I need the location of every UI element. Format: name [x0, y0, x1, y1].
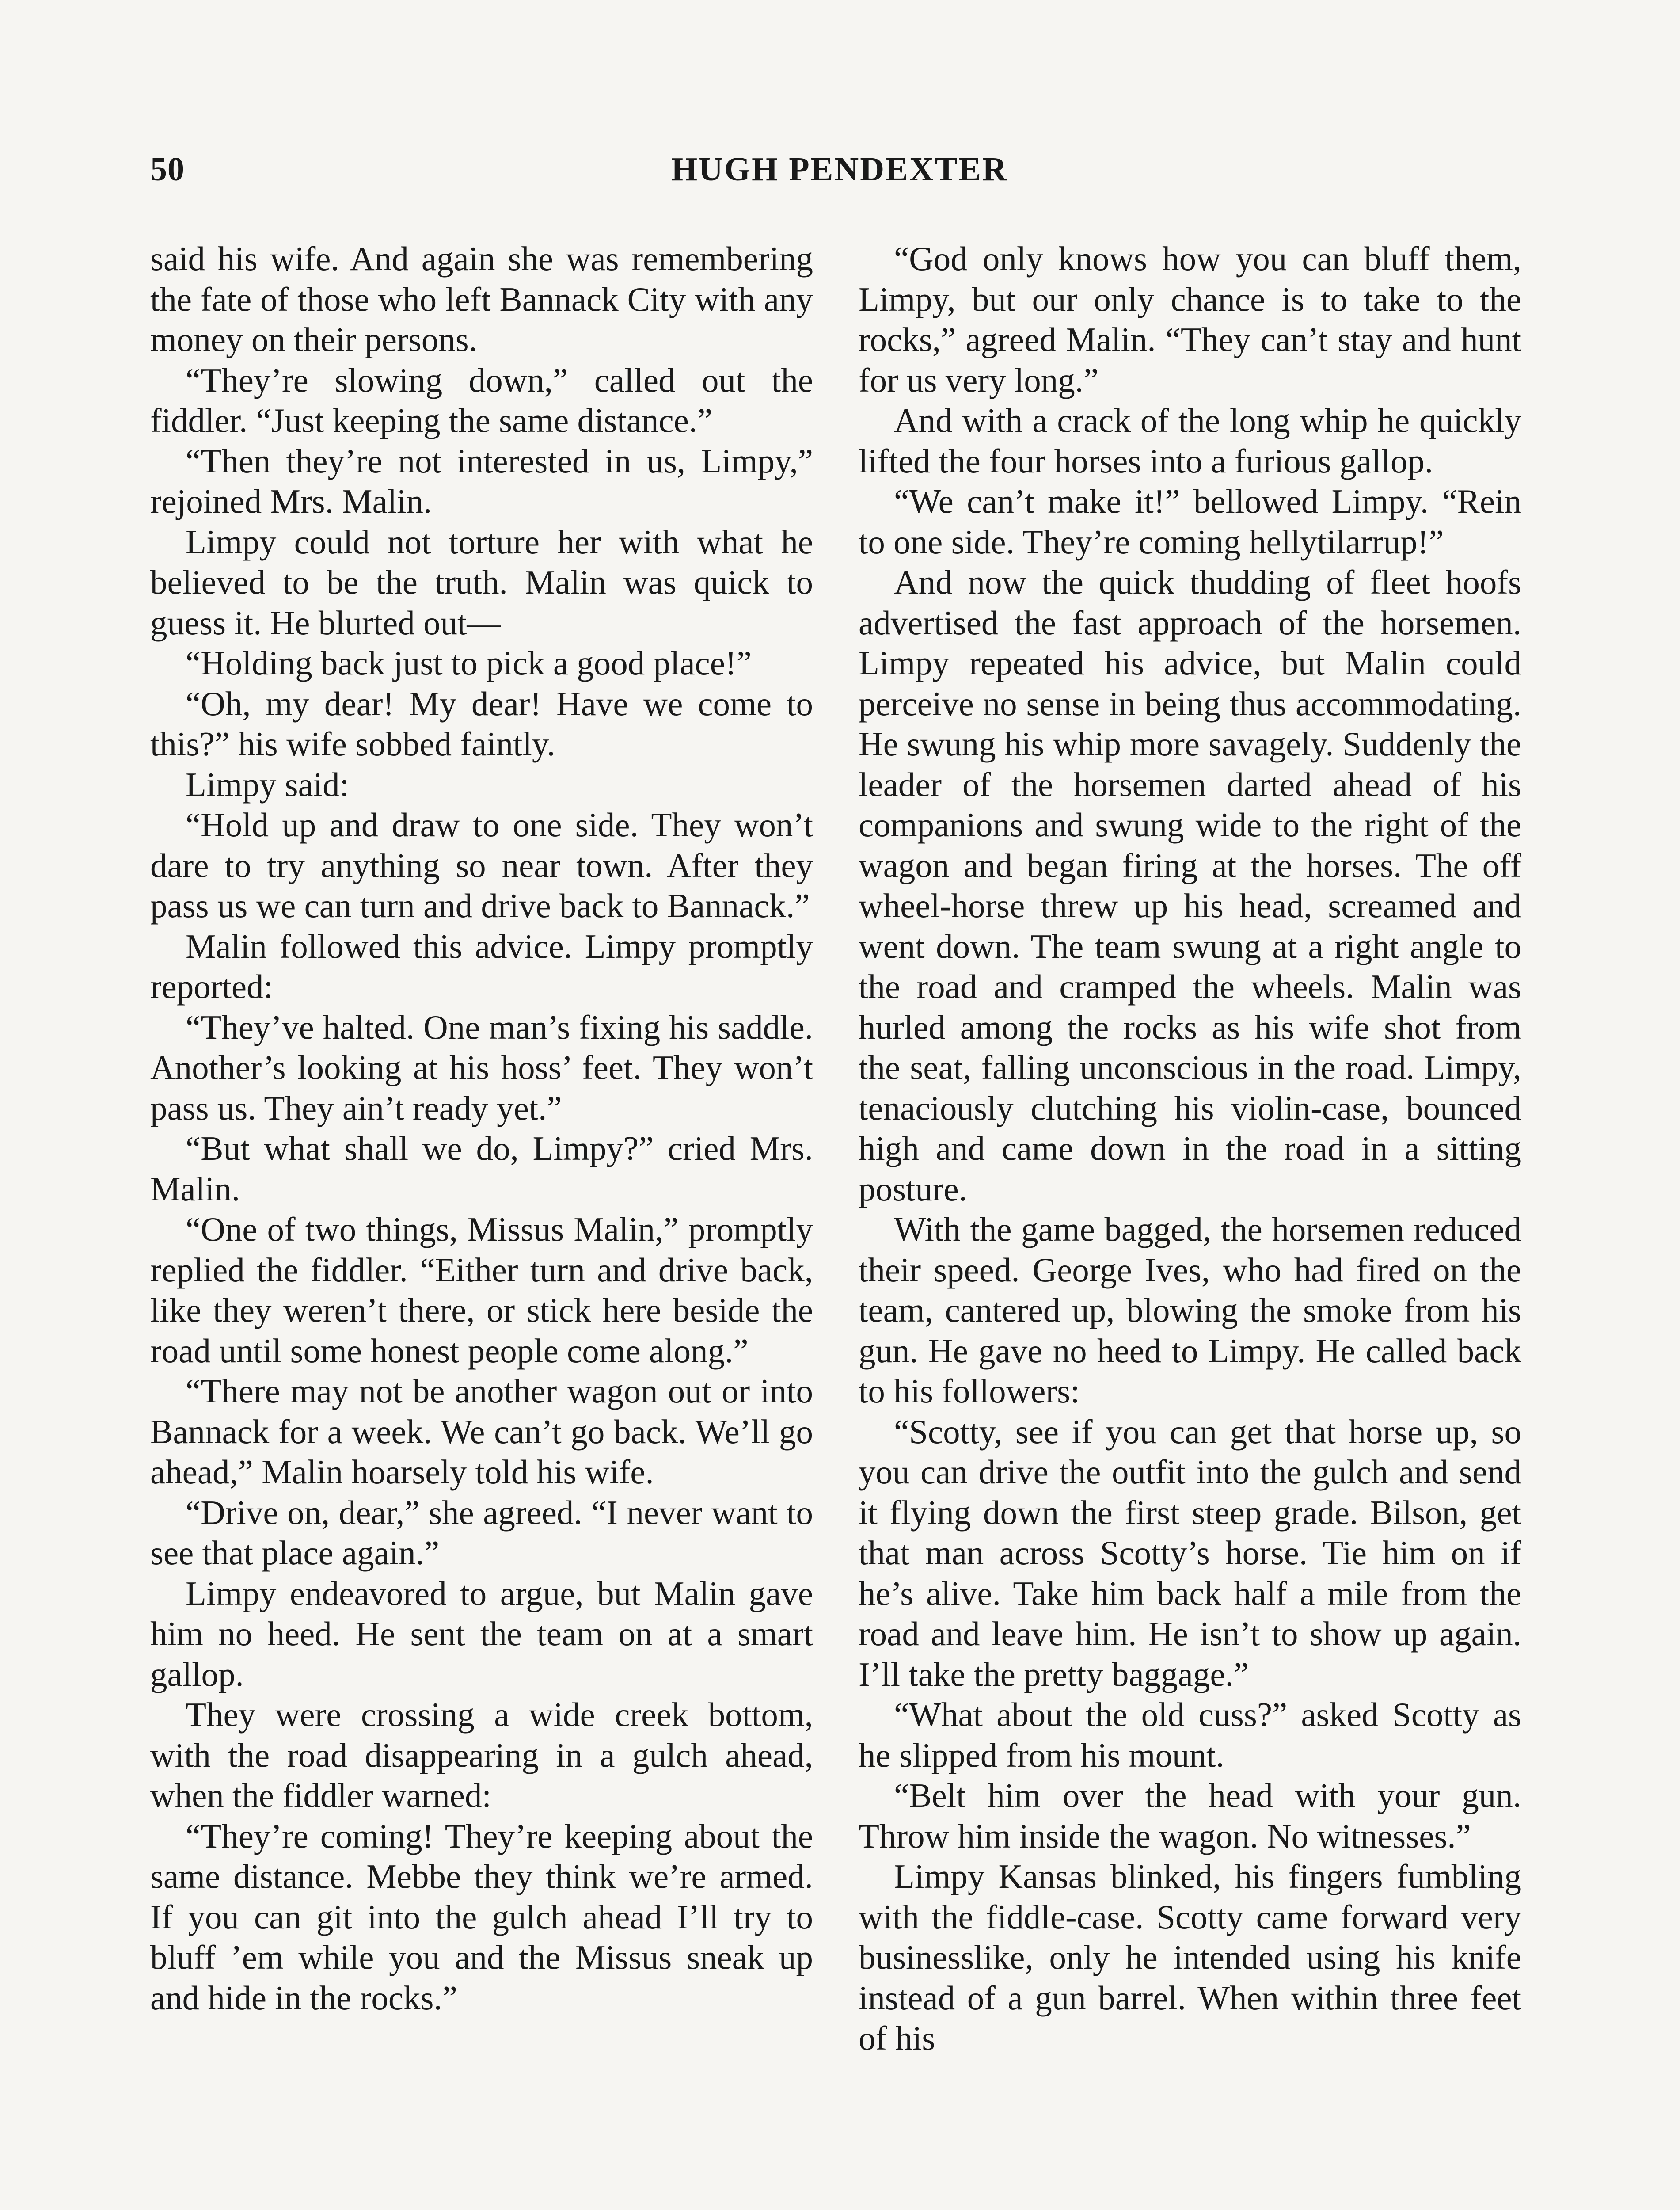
- paragraph: With the game bagged, the horsemen reduced their speed. George Ives, who had fired on the team, cantered up, blowing the smoke from his gun. He gave no heed to Limpy. He called back to his followers:: [859, 1210, 1521, 1410]
- paragraph: “God only knows how you can bluff them, Limpy, but our only chance is to take to the rocks,” agreed Malin. “They can’t stay and hunt for us very long.”: [859, 240, 1521, 399]
- paragraph: Malin followed this advice. Limpy promptly reported:: [150, 927, 813, 1006]
- paragraph: Limpy could not torture her with what he believed to be the truth. Malin was quick to guess it. He blurted out—: [150, 522, 813, 642]
- page-header: [150, 150, 1529, 199]
- paragraph: “We can’t make it!” bellowed Limpy. “Rein to one side. They’re coming hellytilarrup!”: [859, 482, 1521, 561]
- paragraph: “One of two things, Missus Malin,” promptly replied the fiddler. “Either turn and drive back, like they weren’t there, or stick here beside the road until some honest people come along.”: [150, 1210, 813, 1370]
- paragraph: “They’re slowing down,” called out the fiddler. “Just keeping the same distance.”: [150, 361, 813, 439]
- paragraph: “They’re coming! They’re keeping about the same distance. Mebbe they think we’re armed. If you can git into the gulch ahead I’ll try to bluff ’em while you and the Missus sneak up and hide in the rocks.”: [150, 1817, 813, 2017]
- paragraph: “Hold up and draw to one side. They won’t dare to try anything so near town. After they pass us we can turn and drive back to Bannack.”: [150, 806, 813, 925]
- paragraph: “Holding back just to pick a good place!”: [186, 644, 752, 682]
- paragraph: “But what shall we do, Limpy?” cried Mrs. Malin.: [150, 1129, 813, 1208]
- paragraph: “Oh, my dear! My dear! Have we come to this?” his wife sobbed faintly.: [150, 684, 813, 763]
- paragraph: “Scotty, see if you can get that horse up, so you can drive the outfit into the gulch and send it flying down the first steep grade. Bilson, get that man across Scotty’s horse. Tie him on if he’s alive. Take him back half a mile from the road and leave him. He isn’t to show up again. I’ll take the pretty baggage.”: [859, 1412, 1521, 1693]
- paragraph: “Then they’re not interested in us, Limpy,” rejoined Mrs. Malin.: [150, 442, 813, 520]
- paragraph: “There may not be another wagon out or into Bannack for a week. We can’t go back. We’ll go ahead,” Malin hoarsely told his wife.: [150, 1372, 813, 1491]
- paragraph: Limpy said:: [186, 765, 349, 804]
- paragraph: said his wife. And again she was remembering the fate of those who left Bannack City with any money on their persons.: [150, 240, 813, 358]
- right-text-column: [859, 239, 1521, 2059]
- paragraph: “They’ve halted. One man’s fixing his saddle. Another’s looking at his hoss’ feet. They won’t pass us. They ain’t ready yet.”: [150, 1008, 813, 1127]
- paragraph: “What about the old cuss?” asked Scotty as he slipped from his mount.: [859, 1696, 1521, 1774]
- paragraph: Limpy Kansas blinked, his fingers fumbling with the fiddle-case. Scotty came forward very businesslike, only he intended using his knife instead of a gun barrel. When within three feet of his: [859, 1857, 1521, 2057]
- paragraph: And now the quick thudding of fleet hoofs advertised the fast approach of the horsemen. Limpy repeated his advice, but Malin could perceive no sense in being thus accommodating. He swung his whip more savagely. Suddenly the leader of the horsemen darted ahead of his companions and swung wide to the right of the wagon and began firing at the horses. The off wheel-horse threw up his head, screamed and went down. The team swung at a right angle to the road and cramped the wheels. Malin was hurled among the rocks as his wife shot from the seat, falling unconscious in the road. Limpy, tenaciously clutching his violin-case, bounced high and came down in the road in a sitting posture.: [859, 563, 1521, 1208]
- paragraph: Limpy endeavored to argue, but Malin gave him no heed. He sent the team on at a smart gallop.: [150, 1574, 813, 1693]
- paragraph: “Belt him over the head with your gun. Throw him inside the wagon. No witnesses.”: [859, 1776, 1521, 1855]
- paragraph: They were crossing a wide creek bottom, with the road disappearing in a gulch ahead, when the fiddler warned:: [150, 1696, 813, 1814]
- paragraph: “Drive on, dear,” she agreed. “I never want to see that place again.”: [150, 1493, 813, 1572]
- left-text-column: [150, 239, 813, 2018]
- paragraph: And with a crack of the long whip he quickly lifted the four horses into a furious gallop.: [859, 401, 1521, 480]
- running-head: HUGH PENDEXTER: [671, 151, 1008, 188]
- page-number: 50: [150, 151, 185, 188]
